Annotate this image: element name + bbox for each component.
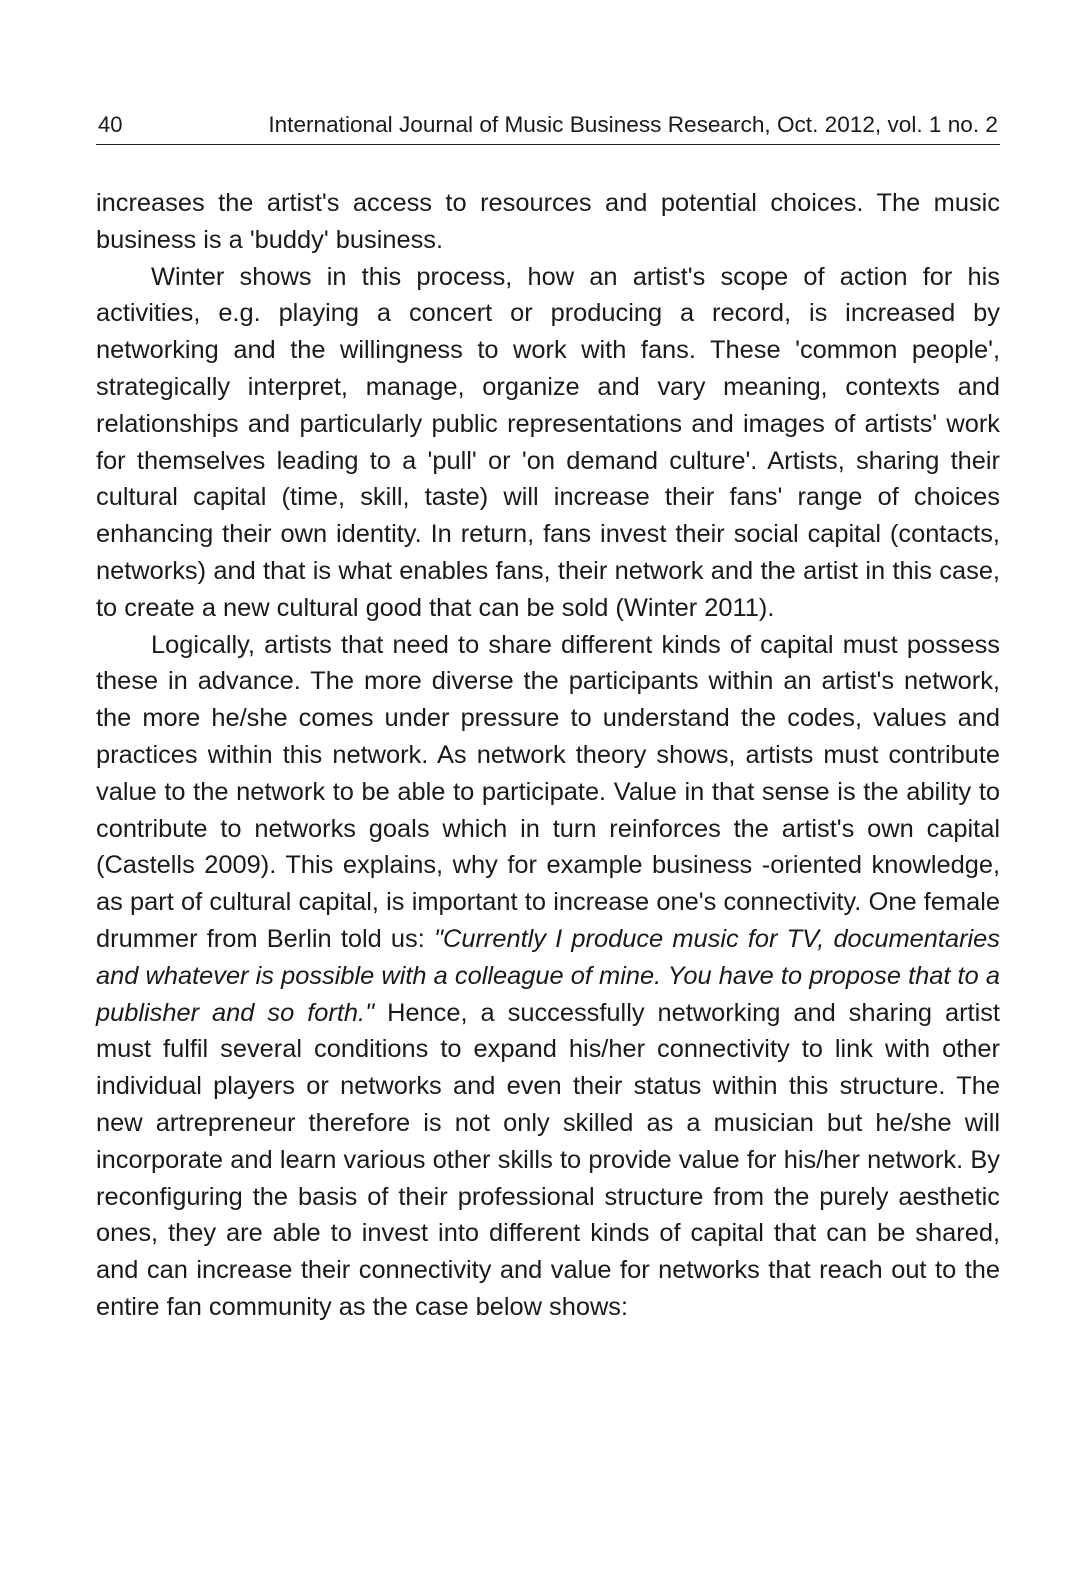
running-header	[96, 104, 1000, 145]
paragraph-winter: Winter shows in this process, how an artist's scope of action for his activities, e.g. playing a concert or producing a record, is increased by networking and the willingness to work with fans. These 'common people', strategically interpret, manage, organize and vary meaning, contexts and relationships and particularly public representations and images of artists' work for themselves leading to a 'pull' or 'on demand culture'. Artists, sharing their cultural capital (time, skill, taste) will increase their fans' range of choices enhancing their own identity. In return, fans invest their social capital (contacts, networks) and that is what enables fans, their network and the artist in this case, to create a new cultural good that can be sold (Winter 2011).	[96, 262, 1000, 622]
interview-quote: "Currently I produce music for TV, documentaries and whatever is possible with a colleague of mine. You have to propose that to a publisher and so forth."	[96, 924, 1000, 1027]
paragraph-text-before-quote: Logically, artists that need to share different kinds of capital must possess these in advance. The more diverse the participants within an artist's network, the more he/she comes under pressure to understand the codes, values and practices within this network. As network theory shows, artists must contribute value to the network to be able to participate. Value in that sense is the ability to contribute to networks goals which in turn reinforces the artist's own capital (Castells 2009). This explains, why for example business -oriented knowledge, as part of cultural capital, is important to increase one's connectivity. One female drummer from Berlin told us:	[96, 630, 1000, 953]
article-body	[96, 185, 1000, 1326]
paragraph-continuation: increases the artist's access to resources and potential choices. The music business is a 'buddy' business.	[96, 189, 1000, 254]
page-number: 40	[98, 112, 123, 137]
journal-citation: International Journal of Music Business Research, Oct. 2012, vol. 1 no. 2	[268, 112, 998, 137]
paragraph-text-after-quote: Hence, a successfully networking and sharing artist must fulfil several conditions to expand his/her connectivity to link with other individual players or networks and even their status within this structure. The new artrepreneur therefore is not only skilled as a musician but he/she will incorporate and learn various other skills to provide value for his/her network. By reconfiguring the basis of their professional structure from the purely aesthetic ones, they are able to invest into different kinds of capital that can be shared, and can increase their connectivity and value for networks that reach out to the entire fan community as the case below shows:	[96, 998, 1000, 1321]
paragraph-logically	[96, 627, 1000, 1326]
